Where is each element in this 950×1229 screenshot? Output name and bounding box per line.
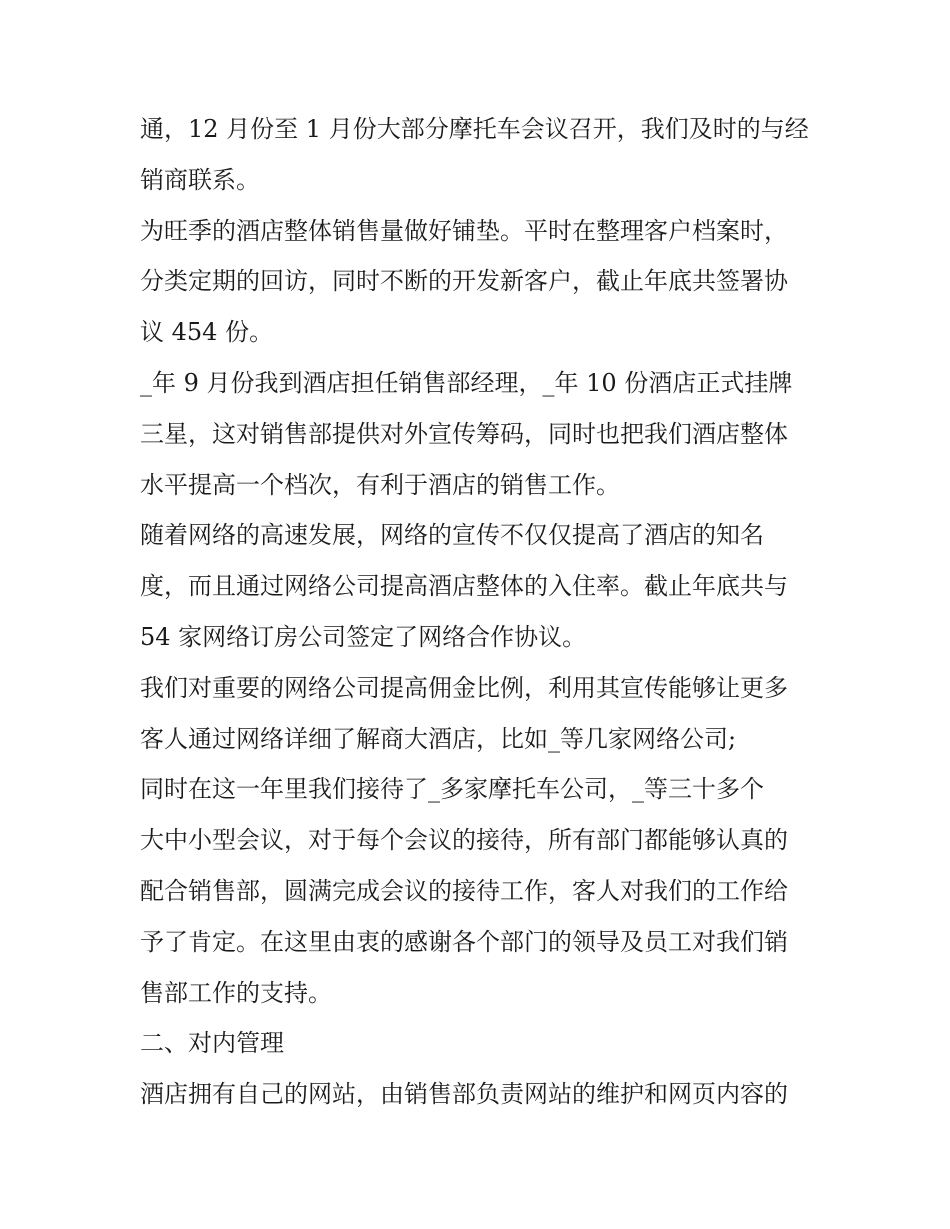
text-line: _年 9 月份我到酒店担任销售部经理，_年 10 份酒店正式挂牌 bbox=[140, 368, 793, 397]
text-line: 分类定期的回访，同时不断的开发新客户，截止年底共签署协 bbox=[140, 267, 788, 296]
text-line: 通，12 月份至 1 月份大部分摩托车会议召开，我们及时的与经 bbox=[140, 115, 809, 143]
text-line: 水平提高一个档次，有利于酒店的销售工作。 bbox=[140, 470, 620, 499]
paragraph bbox=[140, 1018, 812, 1069]
paragraph bbox=[140, 1069, 812, 1120]
text-line: 54 家网络订房公司签定了网络合作协议。 bbox=[140, 622, 587, 651]
text-line: 大中小型会议，对于每个会议的接待，所有部门都能够认真的 bbox=[140, 826, 788, 855]
paragraph bbox=[140, 663, 812, 765]
text-line: 售部工作的支持。 bbox=[140, 978, 332, 1007]
text-line: 予了肯定。在这里由衷的感谢各个部门的领导及员工对我们销 bbox=[140, 927, 788, 956]
text-line: 二、对内管理 bbox=[140, 1029, 284, 1058]
paragraph bbox=[140, 358, 812, 510]
text-line: 酒店拥有自己的网站，由销售部负责网站的维护和网页内容的 bbox=[140, 1080, 788, 1109]
text-line: 三星，这对销售部提供对外宣传筹码，同时也把我们酒店整体 bbox=[140, 419, 788, 448]
text-line: 同时在这一年里我们接待了_多家摩托车公司，_等三十多个 bbox=[140, 775, 764, 804]
text-line: 配合销售部，圆满完成会议的接待工作，客人对我们的工作给 bbox=[140, 876, 788, 905]
paragraph bbox=[140, 104, 812, 206]
text-line: 客人通过网络详细了解商大酒店，比如_等几家网络公司; bbox=[140, 724, 737, 753]
text-line: 议 454 份。 bbox=[140, 318, 274, 347]
text-line: 随着网络的高速发展，网络的宣传不仅仅提高了酒店的知名 bbox=[140, 521, 764, 550]
text-line: 我们对重要的网络公司提高佣金比例，利用其宣传能够让更多 bbox=[140, 673, 788, 702]
text-line: 度，而且通过网络公司提高酒店整体的入住率。截止年底共与 bbox=[140, 572, 788, 601]
text-line: 为旺季的酒店整体销售量做好铺垫。平时在整理客户档案时， bbox=[140, 216, 788, 245]
paragraph bbox=[140, 764, 812, 1018]
paragraph bbox=[140, 510, 812, 662]
text-line: 销商联系。 bbox=[140, 165, 260, 194]
document-body bbox=[140, 104, 812, 1120]
paragraph bbox=[140, 206, 812, 358]
